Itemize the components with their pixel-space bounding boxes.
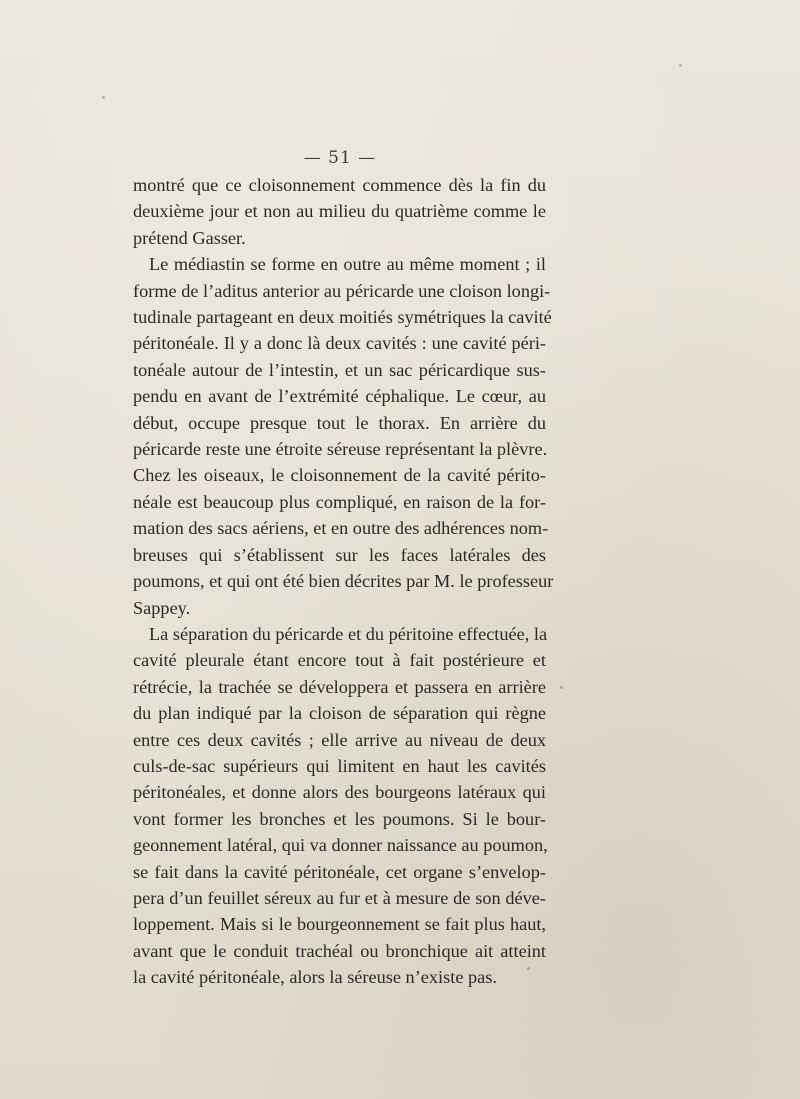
text-line: péritonéale. Il y a donc là deux cavités : une cavité péri-	[133, 333, 546, 354]
paper-speck	[527, 967, 530, 970]
text-line: mation des sacs aériens, et en outre des adhérences nom-	[133, 518, 549, 539]
paper-speck	[102, 96, 105, 99]
text-line: Sappey.	[133, 597, 191, 618]
text-line: pera d’un feuillet séreux au fur et à mesure de son déve-	[133, 887, 546, 908]
text-line: avant que le conduit trachéal ou bronchique ait atteint	[133, 940, 546, 961]
text-line: entre ces deux cavités ; elle arrive au niveau de deux	[133, 729, 546, 750]
text-line: tudinale partageant en deux moitiés symétriques la cavité	[133, 307, 552, 328]
text-line: montré que ce cloisonnement commence dès la fin du	[133, 175, 546, 195]
paragraph-start-line: La séparation du péricarde et du péritoine effectuée, la	[149, 623, 548, 644]
page-number: — 51 —	[303, 148, 377, 168]
text-line: du plan indiqué par la cloison de séparation qui règne	[133, 703, 546, 724]
text-line: prétend Gasser.	[133, 227, 246, 248]
text-line: rétrécie, la trachée se développera et passera en arrière	[133, 676, 546, 697]
text-line: se fait dans la cavité péritonéale, cet organe s’envelop-	[133, 861, 546, 882]
text-line: péritonéales, et donne alors des bourgeons latéraux qui	[133, 782, 546, 803]
text-line: deuxième jour et non au milieu du quatrième comme le	[133, 201, 546, 222]
text-line: Chez les oiseaux, le cloisonnement de la cavité périto-	[133, 465, 546, 486]
text-line: cavité pleurale étant encore tout à fait postérieure et	[133, 650, 546, 671]
text-line: poumons, et qui ont été bien décrites par M. le professeur	[133, 571, 554, 592]
text-line: début, occupe presque tout le thorax. En arrière du	[133, 412, 546, 433]
text-line: breuses qui s’établissent sur les faces latérales des	[133, 544, 546, 565]
text-line: geonnement latéral, qui va donner naissance au poumon,	[133, 835, 548, 856]
text-line: néale est beaucoup plus compliqué, en raison de la for-	[133, 491, 546, 512]
text-line: loppement. Mais si le bourgeonnement se fait plus haut,	[133, 914, 546, 935]
paper-speck	[560, 686, 563, 689]
text-line: péricarde reste une étroite séreuse représentant la plèvre.	[133, 439, 548, 460]
text-line: la cavité péritonéale, alors la séreuse n’existe pas.	[133, 967, 497, 988]
paragraph-start-line: Le médiastin se forme en outre au même moment ; il	[149, 254, 546, 275]
text-line: forme de l’aditus anterior au péricarde une cloison longi-	[133, 280, 551, 301]
text-line: vont former les bronches et les poumons. Si le bour-	[133, 808, 546, 829]
text-line: tonéale autour de l’intestin, et un sac péricardique sus-	[133, 359, 546, 380]
text-line: culs-de-sac supérieurs qui limitent en haut les cavités	[133, 755, 546, 776]
text-line: pendu en avant de l’extrémité céphalique. Le cœur, au	[133, 386, 546, 407]
paper-speck	[679, 64, 682, 67]
body-text	[133, 172, 554, 991]
